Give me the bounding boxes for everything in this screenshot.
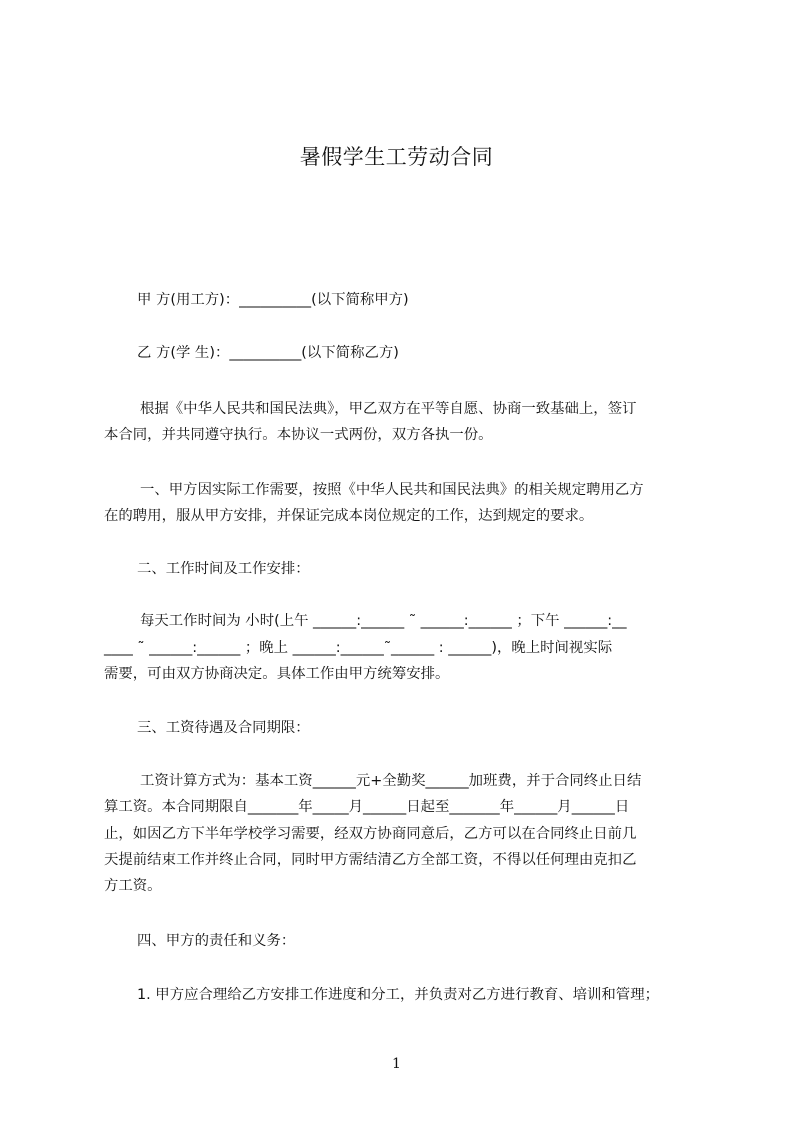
section-3-line-4: 天提前结束工作并终止合同，同时甲方需结清乙方全部工资，不得以任何理由克扣乙 (104, 852, 637, 868)
section-4-heading: 四、甲方的责任和义务： (137, 933, 296, 949)
section-3-line-3: 止，如因乙方下半年学校学习需要，经双方协商同意后，乙方可以在合同终止日前几 (104, 826, 637, 842)
preamble-line-1: 根据《中华人民共和国民法典》，甲乙双方在平等自愿、协商一致基础上，签订 (140, 401, 637, 417)
clause-1-line-2: 在的聘用，服从甲方安排，并保证完成本岗位规定的工作，达到规定的要求。 (104, 508, 594, 524)
section-3-line-1: 工资计算方式为：基本工资______元+全勤奖______加班费，并于合同终止日结 (140, 773, 642, 789)
section-3-line-2: 算工资。本合同期限自_______年_____月______日起至_______年______月______日 (104, 799, 630, 815)
section-2-line-3: 需要，可由双方协商决定。具体工作由甲方统筹安排。 (104, 666, 450, 682)
section-2-line-1: 每天工作时间为 小时(上午 ______:______ ˜ ______:______ ；下午 ______:__ (140, 613, 627, 629)
party-a-line: 甲 方(用工方)：__________(以下简称甲方) (137, 292, 409, 308)
section-3-heading: 三、工资待遇及合同期限： (137, 720, 310, 736)
section-4-item-1: 1. 甲方应合理给乙方安排工作进度和分工，并负责对乙方进行教育、培训和管理； (137, 987, 659, 1003)
clause-1-line-1: 一、甲方因实际工作需要，按照《中华人民共和国民法典》的相关规定聘用乙方 (140, 482, 644, 498)
section-2-line-2: ____ ˜ ______:______ ；晚上 ______:______˜______ : ______)，晚上时间视实际 (104, 640, 613, 656)
party-b-line: 乙 方(学 生)：__________(以下简称乙方) (137, 345, 399, 361)
section-3-line-5: 方工资。 (104, 878, 162, 894)
page-number: 1 (392, 1056, 401, 1072)
section-2-heading: 二、工作时间及工作安排： (137, 561, 310, 577)
document-title: 暑假学生工劳动合同 (299, 145, 494, 169)
preamble-line-2: 本合同，并共同遵守执行。本协议一式两份，双方各执一份。 (104, 427, 493, 443)
